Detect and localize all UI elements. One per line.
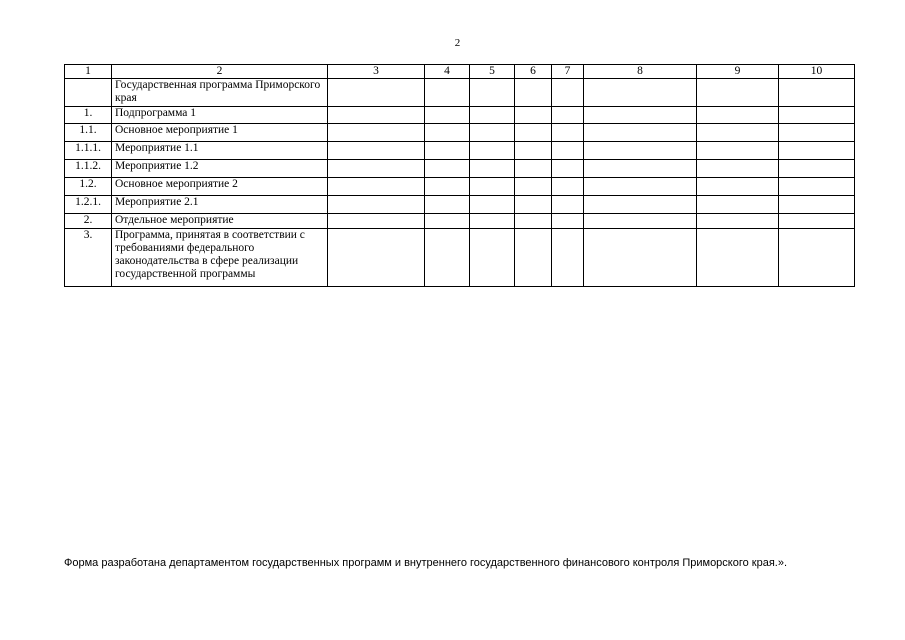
- table-header-row: [65, 65, 855, 79]
- column-header: 1: [65, 65, 112, 79]
- row-name: Мероприятие 1.1: [112, 142, 328, 160]
- row-name: Основное мероприятие 1: [112, 124, 328, 142]
- row-number: 2.: [65, 214, 112, 229]
- table-row: [65, 196, 855, 214]
- table-row: [65, 79, 855, 107]
- column-header: 6: [515, 65, 552, 79]
- row-number: 1.1.2.: [65, 160, 112, 178]
- row-number: 1.2.: [65, 178, 112, 196]
- table-row: [65, 160, 855, 178]
- table-row: [65, 229, 855, 287]
- row-name: Основное мероприятие 2: [112, 178, 328, 196]
- column-header: 3: [328, 65, 425, 79]
- column-header: 9: [697, 65, 779, 79]
- page-number: 2: [454, 37, 461, 49]
- row-name: Мероприятие 1.2: [112, 160, 328, 178]
- row-number: 1.2.1.: [65, 196, 112, 214]
- table-row: [65, 124, 855, 142]
- row-number: [65, 79, 112, 107]
- row-name: Программа, принятая в соответствии с требованиями федерального законодательства в сфере реализации государственной программы: [112, 229, 328, 287]
- row-number: 1.1.: [65, 124, 112, 142]
- table-row: [65, 142, 855, 160]
- table-row: [65, 107, 855, 124]
- program-table: [64, 64, 855, 287]
- row-name: Отдельное мероприятие: [112, 214, 328, 229]
- row-name: Подпрограмма 1: [112, 107, 328, 124]
- footer-note: Форма разработана департаментом государственных программ и внутреннего государственного финансового контроля Приморского края.».: [64, 557, 788, 569]
- column-header: 4: [425, 65, 470, 79]
- table-row: [65, 214, 855, 229]
- column-header: 5: [470, 65, 515, 79]
- row-number: 1.1.1.: [65, 142, 112, 160]
- table-row: [65, 178, 855, 196]
- row-number: 1.: [65, 107, 112, 124]
- row-number: 3.: [65, 229, 112, 287]
- column-header: 2: [112, 65, 328, 79]
- row-name: Мероприятие 2.1: [112, 196, 328, 214]
- column-header: 10: [779, 65, 855, 79]
- column-header: 8: [584, 65, 697, 79]
- row-name: Государственная программа Приморского края: [112, 79, 328, 107]
- column-header: 7: [552, 65, 584, 79]
